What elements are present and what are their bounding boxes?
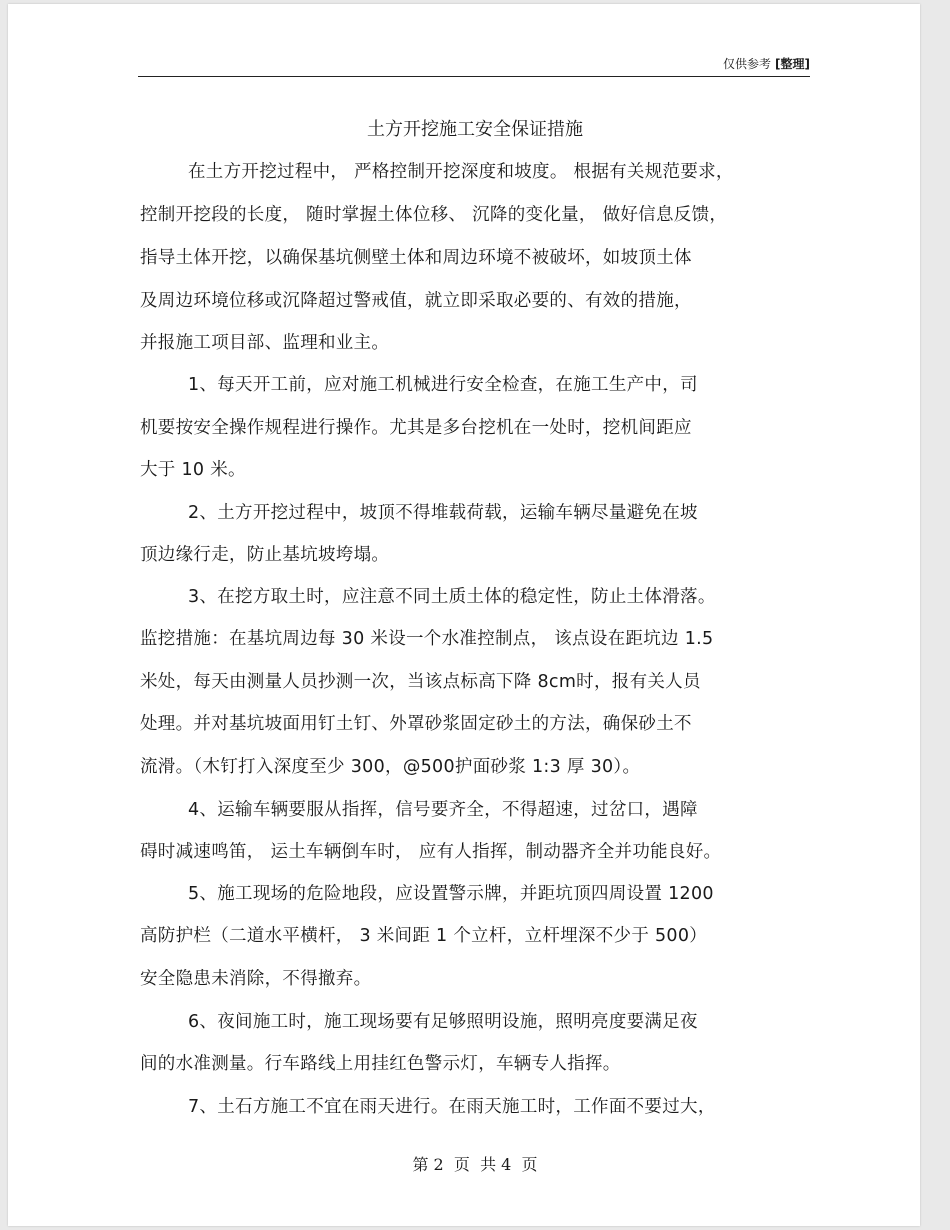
- paragraph-line: 2、土方开挖过程中，坡顶不得堆载荷载，运输车辆尽量避免在坡: [188, 503, 698, 523]
- paragraph-line: 机要按安全操作规程进行操作。尤其是多台挖机在一处时，挖机间距应: [140, 418, 692, 438]
- header-bracket: [整理]: [775, 57, 810, 71]
- paragraph-line: 流滑。（木钉打入深度至少 300，@500护面砂浆 1:3 厚 30）。: [140, 757, 641, 777]
- paragraph-line: 7、土石方施工不宜在雨天进行。在雨天施工时，工作面不要过大，: [188, 1097, 716, 1117]
- header-label: 仅供参考: [723, 57, 772, 71]
- paragraph-line: 4、运输车辆要服从指挥，信号要齐全，不得超速，过岔口，遇障: [188, 800, 698, 820]
- paragraph-line: 米处，每天由测量人员抄测一次，当该点标高下降 8cm时，报有关人员: [140, 672, 701, 692]
- page-header: [138, 56, 810, 77]
- paragraph-line: 监挖措施：在基坑周边每 30 米设一个水准控制点， 该点设在距坑边 1.5: [140, 629, 714, 649]
- paragraph-line: 安全隐患未消除，不得撤弃。: [140, 969, 372, 989]
- paragraph-line: 间的水准测量。行车路线上用挂红色警示灯，车辆专人指挥。: [140, 1054, 621, 1074]
- paragraph-line: 碍时减速鸣笛， 运土车辆倒车时， 应有人指挥，制动器齐全并功能良好。: [140, 842, 722, 862]
- paragraph-line: 顶边缘行走，防止基坑坡垮塌。: [140, 545, 390, 565]
- page-number-footer: 第 2 页 共 4 页: [412, 1155, 538, 1174]
- document-title: 土方开挖施工安全保证措施: [367, 119, 583, 140]
- paragraph-line: 处理。并对基坑坡面用钉土钉、外罩砂浆固定砂土的方法，确保砂土不: [140, 714, 692, 734]
- paragraph-line: 及周边环境位移或沉降超过警戒值，就立即采取必要的、有效的措施，: [140, 291, 692, 311]
- paragraph-line: 指导土体开挖，以确保基坑侧壁土体和周边环境不被破坏，如坡顶土体: [140, 248, 692, 268]
- paragraph-line: 6、夜间施工时，施工现场要有足够照明设施，照明亮度要满足夜: [188, 1012, 698, 1032]
- paragraph-line: 并报施工项目部、监理和业主。: [140, 333, 390, 353]
- paragraph-line: 大于 10 米。: [140, 460, 246, 480]
- document-page: [8, 4, 920, 1226]
- paragraph-line: 控制开挖段的长度， 随时掌握土体位移、 沉降的变化量， 做好信息反馈，: [140, 205, 728, 225]
- paragraph-line: 5、施工现场的危险地段，应设置警示牌，并距坑顶四周设置 1200: [188, 884, 714, 904]
- paragraph-line: 1、每天开工前，应对施工机械进行安全检查，在施工生产中，司: [188, 375, 698, 395]
- paragraph-line: 在土方开挖过程中， 严格控制开挖深度和坡度。 根据有关规范要求，: [188, 162, 734, 182]
- paragraph-line: 高防护栏（二道水平横杆， 3 米间距 1 个立杆，立杆埋深不少于 500）: [140, 926, 708, 946]
- paragraph-line: 3、在挖方取土时，应注意不同土质土体的稳定性，防止土体滑落。: [188, 587, 716, 607]
